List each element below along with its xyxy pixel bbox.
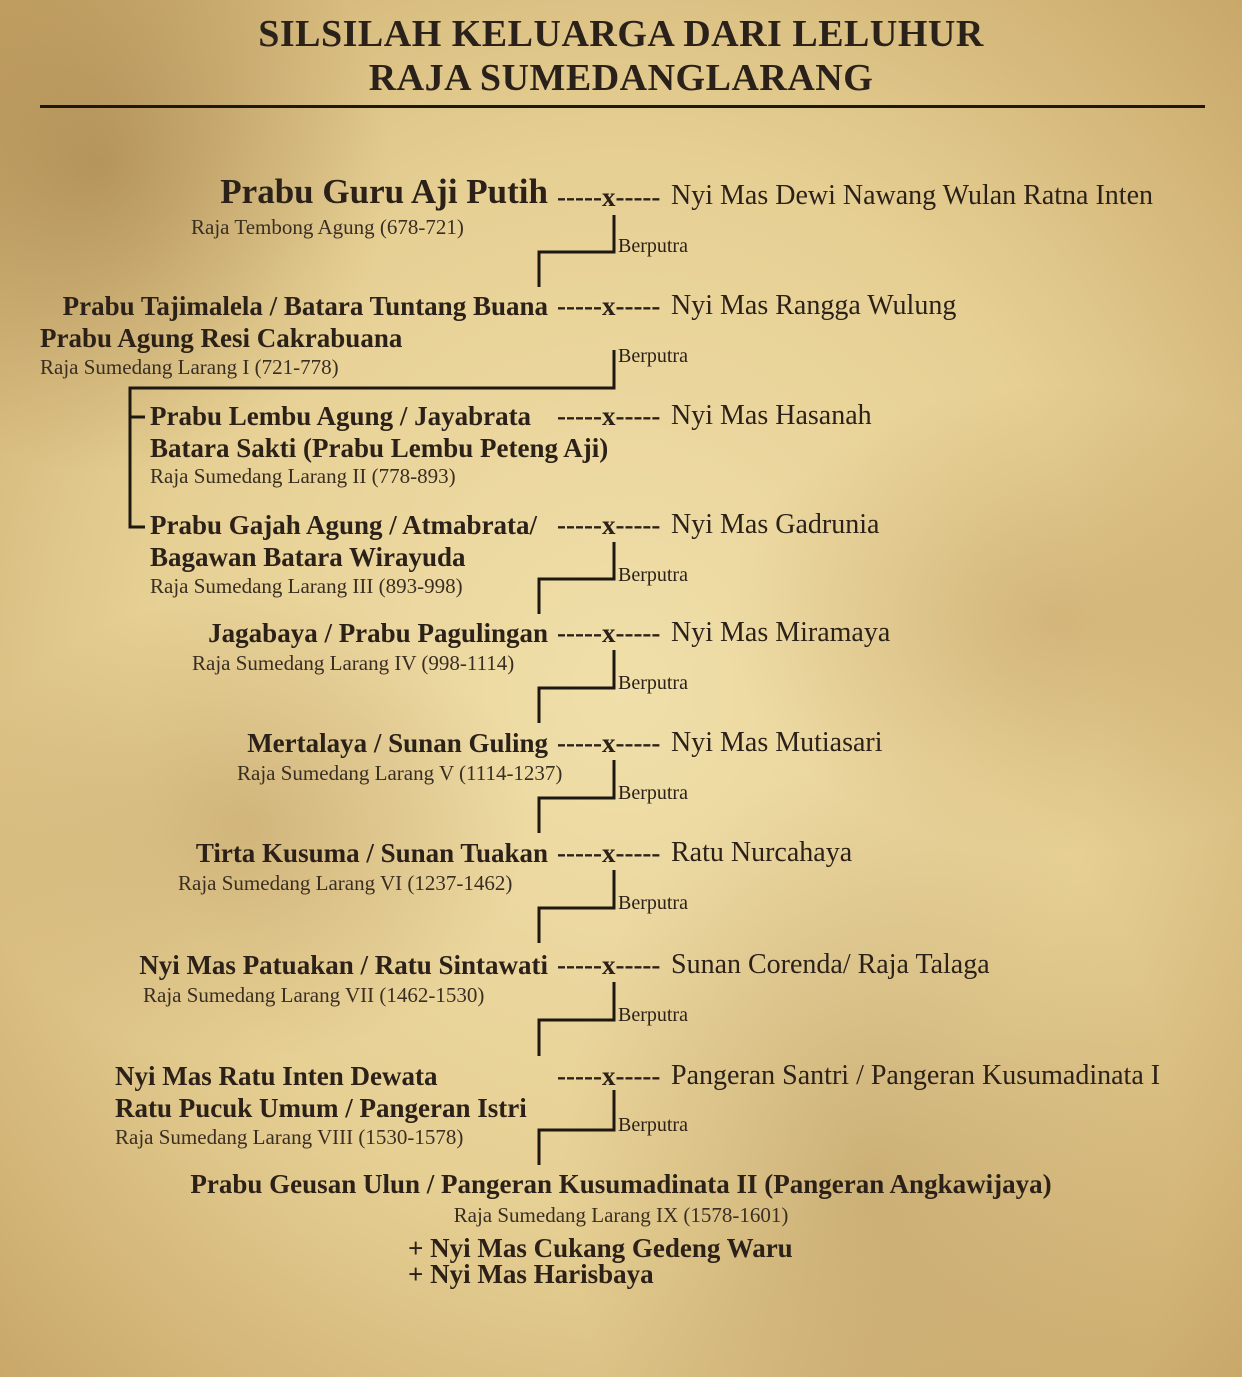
person-name: Prabu Guru Aji Putih	[220, 172, 548, 211]
person-name: Prabu Gajah Agung / Atmabrata/	[150, 510, 538, 540]
berputra-label: Berputra	[618, 1004, 688, 1026]
person-name: Nyi Mas Ratu Inten Dewata	[115, 1061, 438, 1091]
spouse-name: Nyi Mas Rangga Wulung	[671, 290, 957, 321]
berputra-label: Berputra	[618, 782, 688, 804]
berputra-label: Berputra	[618, 1114, 688, 1136]
person-name: Nyi Mas Patuakan / Ratu Sintawati	[139, 950, 548, 980]
marriage-connector: -----x-----	[557, 950, 661, 980]
berputra-label: Berputra	[618, 564, 688, 586]
spouse-name: Nyi Mas Miramaya	[671, 617, 891, 648]
reign-label: Raja Sumedang Larang VII (1462-1530)	[143, 983, 485, 1007]
final-person-name: Prabu Geusan Ulun / Pangeran Kusumadinata II (Pangeran Angkawijaya)	[190, 1169, 1052, 1199]
connector-line	[539, 870, 614, 943]
connector-line	[539, 542, 614, 614]
final-spouse: + Nyi Mas Harisbaya	[408, 1259, 654, 1289]
person-name: Jagabaya / Prabu Pagulingan	[208, 618, 548, 648]
person-name: Batara Sakti (Prabu Lembu Peteng Aji)	[150, 433, 609, 463]
person-name: Prabu Tajimalela / Batara Tuntang Buana	[62, 291, 548, 321]
berputra-label: Berputra	[618, 672, 688, 694]
marriage-connector: -----x-----	[557, 618, 661, 648]
marriage-connector: -----x-----	[557, 838, 661, 868]
reign-label: Raja Sumedang Larang II (778-893)	[150, 464, 456, 488]
marriage-connector: -----x-----	[557, 1061, 661, 1091]
connector-line	[539, 215, 614, 287]
person-name: Prabu Lembu Agung / Jayabrata	[150, 401, 532, 431]
marriage-connector: -----x-----	[557, 291, 661, 321]
reign-label: Raja Sumedang Larang III (893-998)	[150, 574, 463, 598]
connector-line	[539, 1090, 614, 1165]
berputra-label: Berputra	[618, 235, 688, 257]
connector-line	[539, 982, 614, 1056]
reign-label: Raja Sumedang Larang IV (998-1114)	[192, 651, 515, 675]
reign-label: Raja Sumedang Larang V (1114-1237)	[237, 761, 563, 785]
marriage-connector: -----x-----	[557, 510, 661, 540]
spouse-name: Nyi Mas Hasanah	[671, 400, 872, 431]
final-reign-label: Raja Sumedang Larang IX (1578-1601)	[453, 1203, 789, 1227]
berputra-label: Berputra	[618, 345, 688, 367]
marriage-connector: -----x-----	[557, 401, 661, 431]
spouse-name: Nyi Mas Mutiasari	[671, 727, 883, 758]
reign-label: Raja Sumedang Larang VI (1237-1462)	[178, 871, 513, 895]
person-name: Mertalaya / Sunan Guling	[247, 728, 548, 758]
spouse-name: Nyi Mas Dewi Nawang Wulan Ratna Inten	[671, 180, 1154, 211]
berputra-label: Berputra	[618, 892, 688, 914]
person-name: Ratu Pucuk Umum / Pangeran Istri	[115, 1093, 527, 1123]
spouse-name: Ratu Nurcahaya	[671, 837, 853, 868]
page-title-line-1: SILSILAH KELUARGA DARI LELUHUR	[258, 13, 984, 55]
page-title-line-2: RAJA SUMEDANGLARANG	[368, 57, 874, 99]
spouse-name: Sunan Corenda/ Raja Talaga	[671, 949, 990, 980]
marriage-connector: -----x-----	[557, 182, 661, 212]
marriage-connector: -----x-----	[557, 728, 661, 758]
reign-label: Raja Tembong Agung (678-721)	[191, 215, 464, 239]
person-name: Prabu Agung Resi Cakrabuana	[40, 323, 403, 353]
spouse-name: Pangeran Santri / Pangeran Kusumadinata I	[671, 1060, 1161, 1091]
reign-label: Raja Sumedang Larang I (721-778)	[40, 355, 339, 379]
connector-line	[539, 650, 614, 723]
reign-label: Raja Sumedang Larang VIII (1530-1578)	[115, 1125, 464, 1149]
final-spouse: + Nyi Mas Cukang Gedeng Waru	[408, 1233, 793, 1263]
spouse-name: Nyi Mas Gadrunia	[671, 509, 880, 540]
person-name: Tirta Kusuma / Sunan Tuakan	[195, 838, 548, 868]
person-name: Bagawan Batara Wirayuda	[150, 542, 466, 572]
